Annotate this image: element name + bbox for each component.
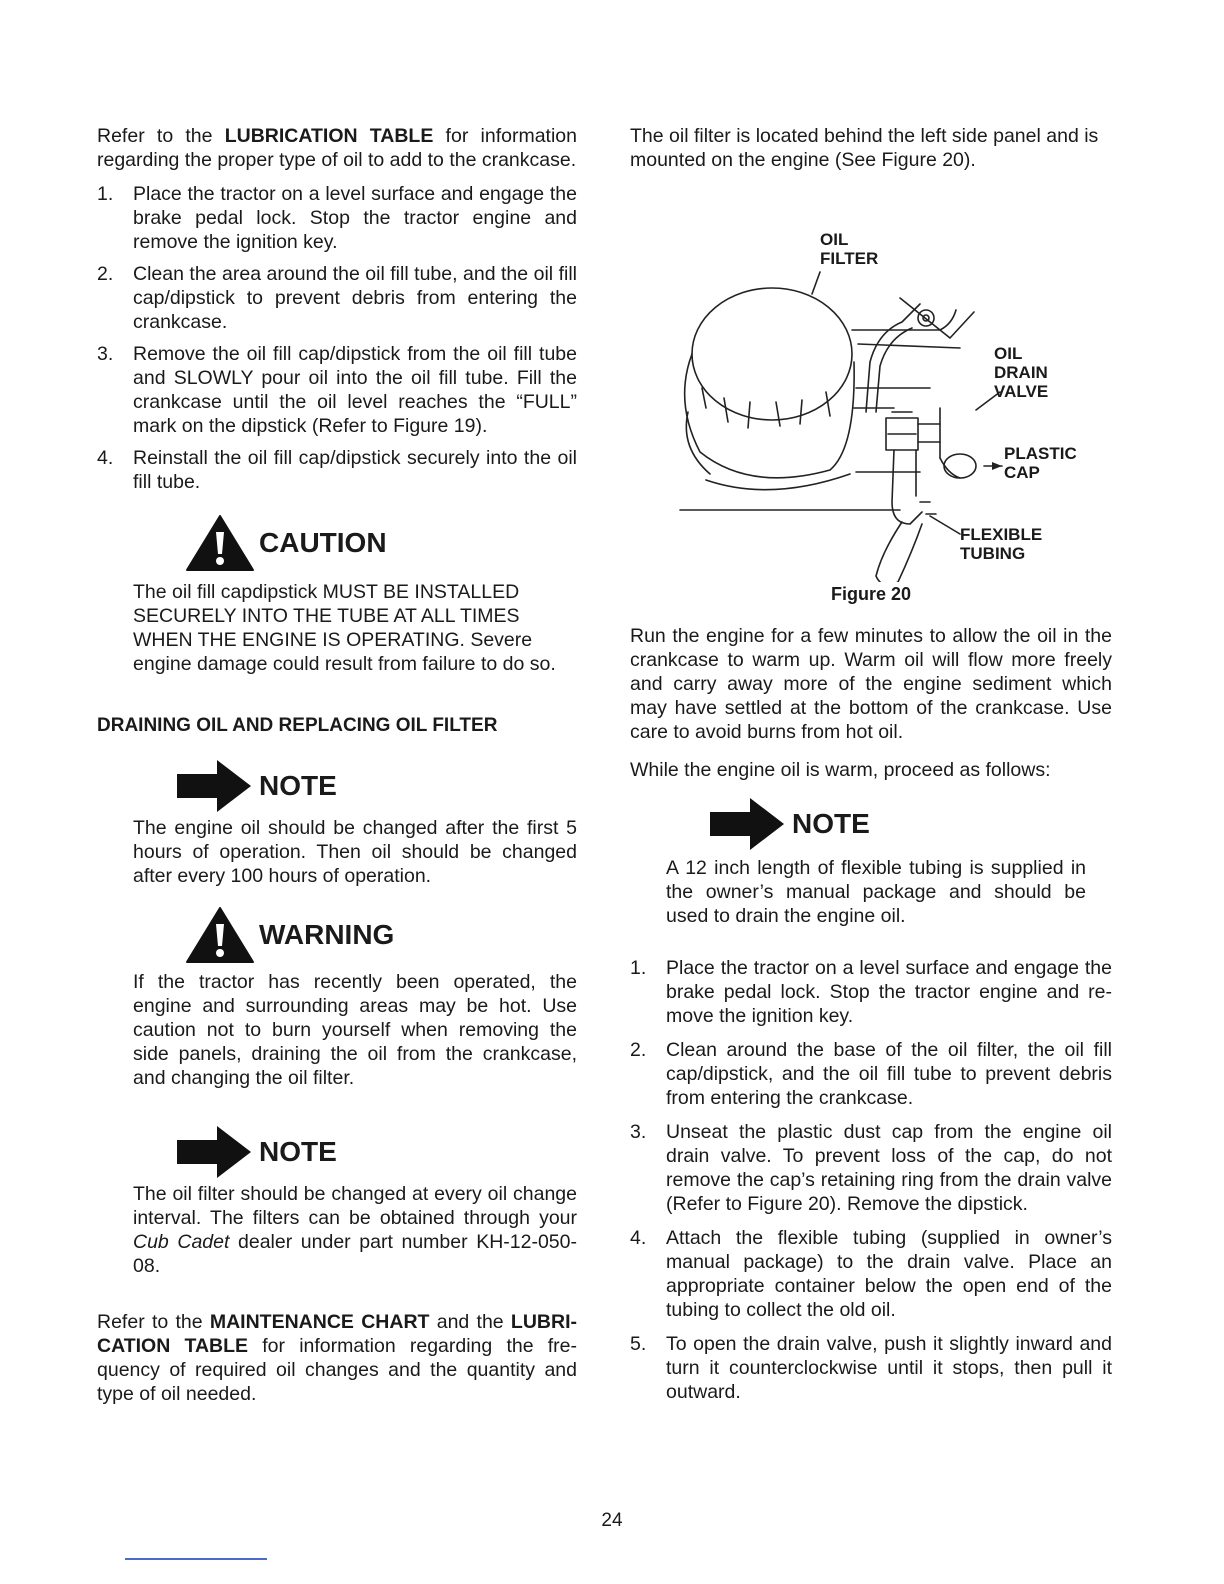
arrow-right-icon — [173, 758, 255, 814]
warning-triangle-icon — [185, 906, 255, 964]
list-item: 3. Unseat the plastic dust cap from the engine oil drain valve. To prevent loss of the cap, do not remove the cap’s retaining ring from the drain valve (Refer to Figure 20). Remove the dipstick. — [630, 1121, 1112, 1215]
warning-block — [97, 906, 577, 1090]
list-item: 1. Place the tractor on a level surface and engage the brake pedal lock. Stop the tractor engine and remove the ignition key. — [97, 183, 577, 253]
left-column — [97, 124, 577, 1406]
label-oil-drain-valve: OIL DRAIN VALVE — [994, 344, 1049, 401]
list-item: 3. Remove the oil fill cap/dipstick from the oil fill tube and SLOWLY pour oil into the oil fill tube. Fill the crankcase until the oil level reaches the “FULL” mark on the dipstick (Refer to Figure 19). — [97, 343, 577, 437]
note-block-right — [630, 796, 1112, 928]
right-steps — [630, 956, 1112, 1404]
list-item: 2. Clean around the base of the oil filter, the oil fill cap/dipstick, and the oil fill tube to prevent debris from entering the crankcase. — [630, 1039, 1112, 1109]
right-paragraph-2: While the engine oil is warm, proceed as follows: — [630, 759, 1051, 781]
label-plastic-cap: PLASTIC CAP — [1004, 444, 1077, 482]
note-text: The oil filter should be changed at every oil change interval. The filters can be obtained through your Cub Cadet dealer under part number KH-12-050-08. — [133, 1183, 577, 1277]
note-heading: NOTE — [173, 758, 577, 814]
note-heading: NOTE — [706, 796, 1112, 852]
caution-block — [97, 514, 577, 676]
left-steps — [97, 182, 577, 494]
figure-20 — [630, 212, 1112, 582]
list-item: 1. Place the tractor on a level surface and engage the brake pedal lock. Stop the tractor engine and re-move the ignition key. — [630, 957, 1112, 1027]
caution-heading: CAUTION — [185, 514, 577, 572]
list-item: 5. To open the drain valve, push it slightly inward and turn it counterclockwise until it stops, then pull it outward. — [630, 1333, 1112, 1403]
right-intro: The oil filter is located behind the left side panel and is mounted on the engine (See Figure 20). — [630, 125, 1099, 171]
note-heading: NOTE — [173, 1124, 577, 1180]
note-block-2 — [97, 1124, 577, 1278]
right-column — [630, 124, 1112, 1404]
note-block-1 — [97, 758, 577, 888]
list-item: 4. Attach the flexible tubing (supplied in owner’s manual package) to the drain valve. Place an appropriate container below the open end of the tubing to collect the old oil. — [630, 1227, 1112, 1321]
label-flexible-tubing: FLEXIBLE TUBING — [960, 525, 1043, 563]
section-heading: DRAINING OIL AND REPLACING OIL FILTER — [97, 715, 498, 736]
warning-heading: WARNING — [185, 906, 577, 964]
footer-rule — [125, 1558, 267, 1560]
page-number: 24 — [601, 1510, 623, 1531]
list-item: 4. Reinstall the oil fill cap/dipstick securely into the oil fill tube. — [97, 447, 577, 493]
right-paragraph-1: Run the engine for a few minutes to allow the oil in the crankcase to warm up. Warm oil will flow more freely and carry away more of the engine sediment which may have settled at the bottom of the crankcase. Use care to avoid burns from hot oil. — [630, 625, 1112, 743]
warning-text: If the tractor has recently been operated, the engine and surrounding areas may be hot. Use caution not to burn yourself when removing the side panels, draining the oil from the crankcase, and changing the oil filter. — [133, 971, 577, 1089]
note-text: A 12 inch length of flexible tubing is supplied in the owner’s manual package and should be used to drain the engine oil. — [666, 857, 1086, 927]
caution-text: The oil fill capdipstick MUST BE INSTALLED SECURELY INTO THE TUBE AT ALL TIMES WHEN THE ENGINE IS OPERATING. Severe engine damage could result from failure to do so. — [133, 581, 556, 675]
arrow-right-icon — [173, 1124, 255, 1180]
note-text: The engine oil should be changed after the first 5 hours of operation. Then oil should be changed after every 100 hours of operation. — [133, 817, 577, 887]
label-oil-filter: OIL FILTER — [820, 230, 879, 268]
figure-caption: Figure 20 — [830, 584, 912, 604]
left-outro: Refer to the MAINTENANCE CHART and the LUBRI-CATION TABLE for information regarding the fre-quency of required oil changes and the quantity and type of oil needed. — [97, 1311, 577, 1405]
left-intro: Refer to the LUBRICATION TABLE for information regarding the proper type of oil to add to the crankcase. — [97, 125, 577, 171]
warning-triangle-icon — [185, 514, 255, 572]
arrow-right-icon — [706, 796, 788, 852]
list-item: 2. Clean the area around the oil fill tube, and the oil fill cap/dipstick to prevent debris from entering the crankcase. — [97, 263, 577, 333]
